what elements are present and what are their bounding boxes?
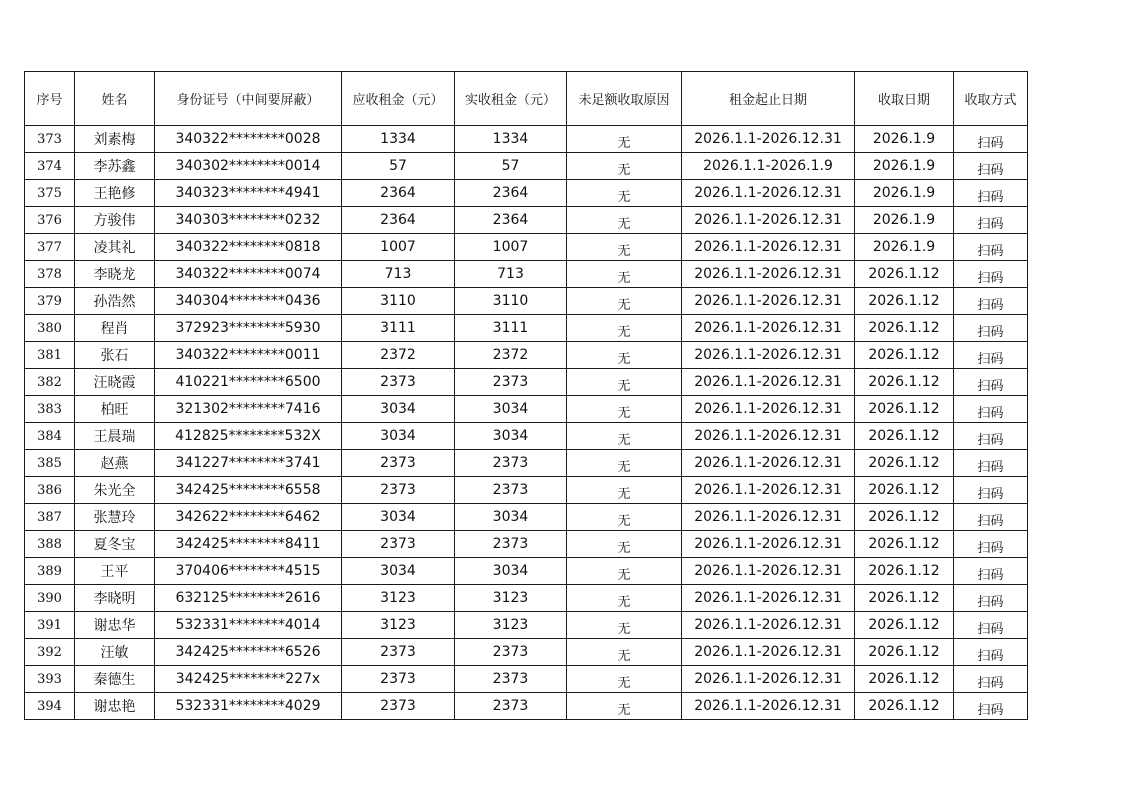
rent-due-cell: 2373 [342, 693, 455, 720]
table-row [25, 612, 1028, 639]
payment-method-cell: 扫码 [954, 369, 1028, 396]
seq-cell: 394 [25, 693, 75, 720]
shortfall-reason-cell: 无 [567, 639, 682, 666]
payment-method-cell: 扫码 [954, 396, 1028, 423]
rent-received-cell: 2373 [455, 477, 567, 504]
id-number-cell: 340323********4941 [155, 180, 342, 207]
table-row [25, 207, 1028, 234]
rent-due-cell: 2373 [342, 639, 455, 666]
rent-period-cell: 2026.1.1-2026.12.31 [682, 261, 855, 288]
collection-date-cell: 2026.1.12 [855, 288, 954, 315]
collection-date-cell: 2026.1.9 [855, 180, 954, 207]
rent-received-cell: 2373 [455, 450, 567, 477]
rent-period-cell: 2026.1.1-2026.12.31 [682, 369, 855, 396]
collection-date-cell: 2026.1.9 [855, 207, 954, 234]
header-row [25, 72, 1028, 126]
name-cell: 谢忠华 [75, 612, 155, 639]
shortfall-reason-cell: 无 [567, 288, 682, 315]
name-cell: 王艳修 [75, 180, 155, 207]
rent-received-cell: 3034 [455, 504, 567, 531]
id-number-cell: 532331********4014 [155, 612, 342, 639]
rent-period-cell: 2026.1.1-2026.12.31 [682, 450, 855, 477]
id-number-cell: 342425********6558 [155, 477, 342, 504]
name-cell: 赵燕 [75, 450, 155, 477]
name-cell: 张石 [75, 342, 155, 369]
header-payment-method: 收取方式 [954, 72, 1028, 126]
payment-method-cell: 扫码 [954, 558, 1028, 585]
shortfall-reason-cell: 无 [567, 504, 682, 531]
collection-date-cell: 2026.1.12 [855, 666, 954, 693]
shortfall-reason-cell: 无 [567, 234, 682, 261]
seq-cell: 386 [25, 477, 75, 504]
id-number-cell: 370406********4515 [155, 558, 342, 585]
collection-date-cell: 2026.1.12 [855, 585, 954, 612]
collection-date-cell: 2026.1.12 [855, 477, 954, 504]
rent-period-cell: 2026.1.1-2026.12.31 [682, 180, 855, 207]
payment-method-cell: 扫码 [954, 450, 1028, 477]
table-row [25, 423, 1028, 450]
collection-date-cell: 2026.1.12 [855, 639, 954, 666]
id-number-cell: 342622********6462 [155, 504, 342, 531]
shortfall-reason-cell: 无 [567, 153, 682, 180]
rent-collection-table [24, 71, 1028, 720]
payment-method-cell: 扫码 [954, 612, 1028, 639]
id-number-cell: 340322********0818 [155, 234, 342, 261]
shortfall-reason-cell: 无 [567, 693, 682, 720]
id-number-cell: 340322********0028 [155, 126, 342, 153]
rent-received-cell: 2373 [455, 369, 567, 396]
name-cell: 刘素梅 [75, 126, 155, 153]
seq-cell: 392 [25, 639, 75, 666]
header-collection-date: 收取日期 [855, 72, 954, 126]
rent-due-cell: 3034 [342, 504, 455, 531]
id-number-cell: 342425********227x [155, 666, 342, 693]
shortfall-reason-cell: 无 [567, 261, 682, 288]
name-cell: 朱光全 [75, 477, 155, 504]
header-name: 姓名 [75, 72, 155, 126]
collection-date-cell: 2026.1.12 [855, 315, 954, 342]
id-number-cell: 410221********6500 [155, 369, 342, 396]
table-row [25, 180, 1028, 207]
collection-date-cell: 2026.1.12 [855, 450, 954, 477]
shortfall-reason-cell: 无 [567, 180, 682, 207]
rent-period-cell: 2026.1.1-2026.12.31 [682, 423, 855, 450]
rent-received-cell: 2373 [455, 666, 567, 693]
table-row [25, 396, 1028, 423]
id-number-cell: 342425********6526 [155, 639, 342, 666]
table-row [25, 666, 1028, 693]
shortfall-reason-cell: 无 [567, 612, 682, 639]
rent-due-cell: 2373 [342, 369, 455, 396]
collection-date-cell: 2026.1.12 [855, 261, 954, 288]
rent-received-cell: 2373 [455, 693, 567, 720]
rent-due-cell: 3034 [342, 396, 455, 423]
id-number-cell: 340304********0436 [155, 288, 342, 315]
rent-received-cell: 3034 [455, 396, 567, 423]
rent-period-cell: 2026.1.1-2026.12.31 [682, 612, 855, 639]
table-row [25, 477, 1028, 504]
rent-period-cell: 2026.1.1-2026.1.9 [682, 153, 855, 180]
rent-period-cell: 2026.1.1-2026.12.31 [682, 693, 855, 720]
rent-due-cell: 2373 [342, 477, 455, 504]
rent-period-cell: 2026.1.1-2026.12.31 [682, 342, 855, 369]
rent-period-cell: 2026.1.1-2026.12.31 [682, 504, 855, 531]
rent-period-cell: 2026.1.1-2026.12.31 [682, 585, 855, 612]
payment-method-cell: 扫码 [954, 639, 1028, 666]
rent-due-cell: 2373 [342, 666, 455, 693]
rent-due-cell: 57 [342, 153, 455, 180]
rent-due-cell: 3123 [342, 585, 455, 612]
collection-date-cell: 2026.1.12 [855, 342, 954, 369]
shortfall-reason-cell: 无 [567, 477, 682, 504]
rent-due-cell: 2373 [342, 531, 455, 558]
payment-method-cell: 扫码 [954, 207, 1028, 234]
rent-received-cell: 2364 [455, 180, 567, 207]
rent-due-cell: 3123 [342, 612, 455, 639]
rent-period-cell: 2026.1.1-2026.12.31 [682, 477, 855, 504]
rent-due-cell: 3034 [342, 423, 455, 450]
table-row [25, 342, 1028, 369]
rent-received-cell: 713 [455, 261, 567, 288]
id-number-cell: 342425********8411 [155, 531, 342, 558]
rent-due-cell: 713 [342, 261, 455, 288]
collection-date-cell: 2026.1.12 [855, 693, 954, 720]
table-row [25, 639, 1028, 666]
collection-date-cell: 2026.1.9 [855, 126, 954, 153]
seq-cell: 382 [25, 369, 75, 396]
rent-due-cell: 3034 [342, 558, 455, 585]
payment-method-cell: 扫码 [954, 315, 1028, 342]
seq-cell: 381 [25, 342, 75, 369]
seq-cell: 373 [25, 126, 75, 153]
payment-method-cell: 扫码 [954, 585, 1028, 612]
table-body [25, 126, 1028, 720]
seq-cell: 387 [25, 504, 75, 531]
payment-method-cell: 扫码 [954, 666, 1028, 693]
rent-due-cell: 2364 [342, 180, 455, 207]
shortfall-reason-cell: 无 [567, 666, 682, 693]
id-number-cell: 321302********7416 [155, 396, 342, 423]
collection-date-cell: 2026.1.12 [855, 396, 954, 423]
payment-method-cell: 扫码 [954, 504, 1028, 531]
seq-cell: 391 [25, 612, 75, 639]
table-row [25, 234, 1028, 261]
header-id-number: 身份证号（中间要屏蔽） [155, 72, 342, 126]
rent-received-cell: 3123 [455, 585, 567, 612]
rent-received-cell: 1334 [455, 126, 567, 153]
payment-method-cell: 扫码 [954, 126, 1028, 153]
name-cell: 夏冬宝 [75, 531, 155, 558]
rent-period-cell: 2026.1.1-2026.12.31 [682, 396, 855, 423]
table-row [25, 315, 1028, 342]
rent-period-cell: 2026.1.1-2026.12.31 [682, 531, 855, 558]
table-row [25, 288, 1028, 315]
payment-method-cell: 扫码 [954, 531, 1028, 558]
payment-method-cell: 扫码 [954, 153, 1028, 180]
table-row [25, 504, 1028, 531]
collection-date-cell: 2026.1.12 [855, 612, 954, 639]
rent-period-cell: 2026.1.1-2026.12.31 [682, 315, 855, 342]
seq-cell: 384 [25, 423, 75, 450]
seq-cell: 380 [25, 315, 75, 342]
collection-date-cell: 2026.1.9 [855, 153, 954, 180]
name-cell: 方骏伟 [75, 207, 155, 234]
seq-cell: 383 [25, 396, 75, 423]
name-cell: 王晨瑞 [75, 423, 155, 450]
table-row [25, 531, 1028, 558]
rent-period-cell: 2026.1.1-2026.12.31 [682, 639, 855, 666]
name-cell: 秦德生 [75, 666, 155, 693]
id-number-cell: 340322********0011 [155, 342, 342, 369]
rent-received-cell: 2372 [455, 342, 567, 369]
rent-received-cell: 2373 [455, 531, 567, 558]
id-number-cell: 412825********532X [155, 423, 342, 450]
name-cell: 汪晓霞 [75, 369, 155, 396]
shortfall-reason-cell: 无 [567, 423, 682, 450]
rent-received-cell: 2364 [455, 207, 567, 234]
name-cell: 凌其礼 [75, 234, 155, 261]
rent-due-cell: 2372 [342, 342, 455, 369]
name-cell: 张慧玲 [75, 504, 155, 531]
payment-method-cell: 扫码 [954, 234, 1028, 261]
rent-due-cell: 1007 [342, 234, 455, 261]
table-row [25, 369, 1028, 396]
collection-date-cell: 2026.1.12 [855, 504, 954, 531]
seq-cell: 376 [25, 207, 75, 234]
rent-received-cell: 1007 [455, 234, 567, 261]
collection-date-cell: 2026.1.12 [855, 423, 954, 450]
rent-period-cell: 2026.1.1-2026.12.31 [682, 558, 855, 585]
seq-cell: 374 [25, 153, 75, 180]
rent-received-cell: 3111 [455, 315, 567, 342]
table-row [25, 558, 1028, 585]
payment-method-cell: 扫码 [954, 288, 1028, 315]
rent-period-cell: 2026.1.1-2026.12.31 [682, 666, 855, 693]
collection-date-cell: 2026.1.12 [855, 369, 954, 396]
table-header [25, 72, 1028, 126]
payment-method-cell: 扫码 [954, 180, 1028, 207]
header-rent-due: 应收租金（元） [342, 72, 455, 126]
rent-due-cell: 1334 [342, 126, 455, 153]
rent-due-cell: 2373 [342, 450, 455, 477]
rent-period-cell: 2026.1.1-2026.12.31 [682, 207, 855, 234]
name-cell: 李晓龙 [75, 261, 155, 288]
id-number-cell: 341227********3741 [155, 450, 342, 477]
table-row [25, 261, 1028, 288]
rent-due-cell: 3111 [342, 315, 455, 342]
name-cell: 程肖 [75, 315, 155, 342]
rent-received-cell: 3123 [455, 612, 567, 639]
name-cell: 李苏鑫 [75, 153, 155, 180]
rent-received-cell: 2373 [455, 639, 567, 666]
rent-received-cell: 3034 [455, 558, 567, 585]
rent-period-cell: 2026.1.1-2026.12.31 [682, 126, 855, 153]
seq-cell: 388 [25, 531, 75, 558]
table-row [25, 585, 1028, 612]
payment-method-cell: 扫码 [954, 342, 1028, 369]
table-row [25, 126, 1028, 153]
name-cell: 汪敏 [75, 639, 155, 666]
seq-cell: 379 [25, 288, 75, 315]
shortfall-reason-cell: 无 [567, 558, 682, 585]
name-cell: 王平 [75, 558, 155, 585]
rent-due-cell: 3110 [342, 288, 455, 315]
payment-method-cell: 扫码 [954, 261, 1028, 288]
rent-due-cell: 2364 [342, 207, 455, 234]
seq-cell: 393 [25, 666, 75, 693]
rent-received-cell: 3110 [455, 288, 567, 315]
shortfall-reason-cell: 无 [567, 450, 682, 477]
id-number-cell: 340303********0232 [155, 207, 342, 234]
name-cell: 谢忠艳 [75, 693, 155, 720]
rent-received-cell: 3034 [455, 423, 567, 450]
header-shortfall-reason: 未足额收取原因 [567, 72, 682, 126]
name-cell: 柏旺 [75, 396, 155, 423]
table-row [25, 693, 1028, 720]
seq-cell: 375 [25, 180, 75, 207]
header-rent-period: 租金起止日期 [682, 72, 855, 126]
shortfall-reason-cell: 无 [567, 585, 682, 612]
id-number-cell: 372923********5930 [155, 315, 342, 342]
header-rent-received: 实收租金（元） [455, 72, 567, 126]
shortfall-reason-cell: 无 [567, 315, 682, 342]
rent-period-cell: 2026.1.1-2026.12.31 [682, 234, 855, 261]
rent-received-cell: 57 [455, 153, 567, 180]
payment-method-cell: 扫码 [954, 423, 1028, 450]
id-number-cell: 632125********2616 [155, 585, 342, 612]
rent-period-cell: 2026.1.1-2026.12.31 [682, 288, 855, 315]
table-row [25, 450, 1028, 477]
collection-date-cell: 2026.1.12 [855, 558, 954, 585]
collection-date-cell: 2026.1.12 [855, 531, 954, 558]
shortfall-reason-cell: 无 [567, 207, 682, 234]
shortfall-reason-cell: 无 [567, 126, 682, 153]
payment-method-cell: 扫码 [954, 693, 1028, 720]
header-seq: 序号 [25, 72, 75, 126]
shortfall-reason-cell: 无 [567, 531, 682, 558]
id-number-cell: 340302********0014 [155, 153, 342, 180]
seq-cell: 389 [25, 558, 75, 585]
payment-method-cell: 扫码 [954, 477, 1028, 504]
shortfall-reason-cell: 无 [567, 342, 682, 369]
id-number-cell: 532331********4029 [155, 693, 342, 720]
seq-cell: 385 [25, 450, 75, 477]
seq-cell: 377 [25, 234, 75, 261]
name-cell: 孙浩然 [75, 288, 155, 315]
table-row [25, 153, 1028, 180]
name-cell: 李晓明 [75, 585, 155, 612]
seq-cell: 390 [25, 585, 75, 612]
collection-date-cell: 2026.1.9 [855, 234, 954, 261]
shortfall-reason-cell: 无 [567, 369, 682, 396]
seq-cell: 378 [25, 261, 75, 288]
shortfall-reason-cell: 无 [567, 396, 682, 423]
id-number-cell: 340322********0074 [155, 261, 342, 288]
